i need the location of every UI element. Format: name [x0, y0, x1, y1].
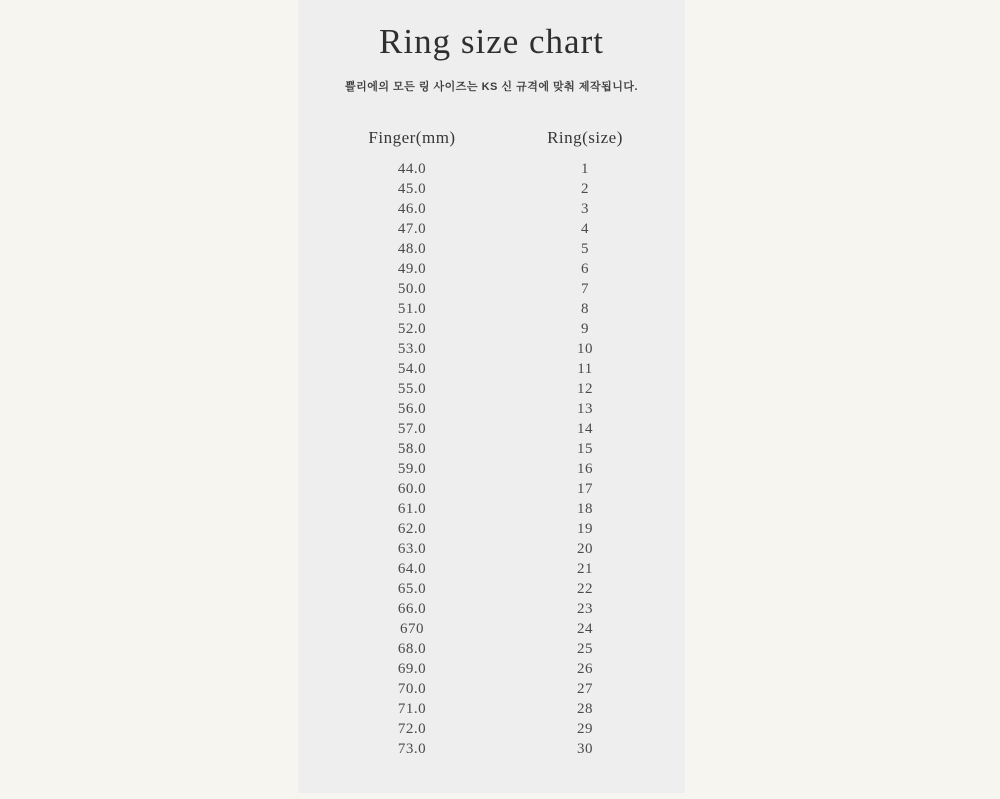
ring-value: 7	[581, 281, 589, 297]
ring-value: 8	[581, 301, 589, 317]
ring-value: 16	[577, 461, 593, 477]
ring-value: 5	[581, 241, 589, 257]
finger-value: 73.0	[397, 741, 427, 757]
ring-value: 12	[577, 381, 593, 397]
ring-value: 2	[581, 181, 589, 197]
ring-size-chart-panel	[298, 0, 685, 793]
finger-value: 47.0	[397, 221, 427, 237]
finger-value: 59.0	[397, 461, 427, 477]
ring-value: 1	[581, 161, 589, 177]
ring-value: 9	[581, 321, 589, 337]
finger-value: 670	[400, 621, 424, 637]
finger-value: 66.0	[397, 601, 427, 617]
finger-value: 49.0	[397, 261, 427, 277]
ring-value: 14	[577, 421, 593, 437]
ring-value: 10	[577, 341, 593, 357]
finger-value: 65.0	[397, 581, 427, 597]
ring-value: 13	[577, 401, 593, 417]
finger-value: 64.0	[397, 561, 427, 577]
finger-value: 72.0	[397, 721, 427, 737]
finger-value: 48.0	[397, 241, 427, 257]
finger-value: 46.0	[397, 201, 427, 217]
finger-value: 45.0	[397, 181, 427, 197]
finger-value: 56.0	[397, 401, 427, 417]
finger-value: 60.0	[397, 481, 427, 497]
ring-value: 4	[581, 221, 589, 237]
ring-value: 21	[577, 561, 593, 577]
ring-column	[485, 127, 685, 759]
finger-value: 68.0	[397, 641, 427, 657]
finger-value: 69.0	[397, 661, 427, 677]
ring-value: 26	[577, 661, 593, 677]
finger-value: 61.0	[397, 501, 427, 517]
finger-value: 52.0	[397, 321, 427, 337]
ring-column-header: Ring(size)	[547, 128, 623, 147]
finger-values	[312, 159, 512, 759]
ring-value: 19	[577, 521, 593, 537]
finger-value: 54.0	[397, 361, 427, 377]
ring-value: 28	[577, 701, 593, 717]
finger-value: 51.0	[397, 301, 427, 317]
subtitle: 쁠리에의 모든 링 사이즈는 KS 신 규격에 맞춰 제작됩니다.	[344, 81, 639, 93]
page-title: Ring size chart	[379, 22, 604, 61]
ring-value: 24	[577, 621, 593, 637]
ring-value: 29	[577, 721, 593, 737]
finger-value: 58.0	[397, 441, 427, 457]
finger-value: 71.0	[397, 701, 427, 717]
finger-value: 44.0	[397, 161, 427, 177]
finger-value: 57.0	[397, 421, 427, 437]
ring-value: 15	[577, 441, 593, 457]
ring-value: 17	[577, 481, 593, 497]
finger-value: 50.0	[397, 281, 427, 297]
ring-value: 3	[581, 201, 589, 217]
ring-value: 22	[577, 581, 593, 597]
ring-value: 18	[577, 501, 593, 517]
finger-value: 70.0	[397, 681, 427, 697]
ring-value: 20	[577, 541, 593, 557]
ring-values	[485, 159, 685, 759]
ring-value: 6	[581, 261, 589, 277]
finger-value: 53.0	[397, 341, 427, 357]
finger-column-header: Finger(mm)	[368, 128, 456, 147]
size-table	[298, 127, 685, 767]
finger-column	[312, 127, 512, 759]
finger-value: 55.0	[397, 381, 427, 397]
ring-value: 11	[577, 361, 593, 377]
ring-value: 27	[577, 681, 593, 697]
finger-value: 62.0	[397, 521, 427, 537]
ring-value: 25	[577, 641, 593, 657]
ring-value: 30	[577, 741, 593, 757]
finger-value: 63.0	[397, 541, 427, 557]
ring-value: 23	[577, 601, 593, 617]
